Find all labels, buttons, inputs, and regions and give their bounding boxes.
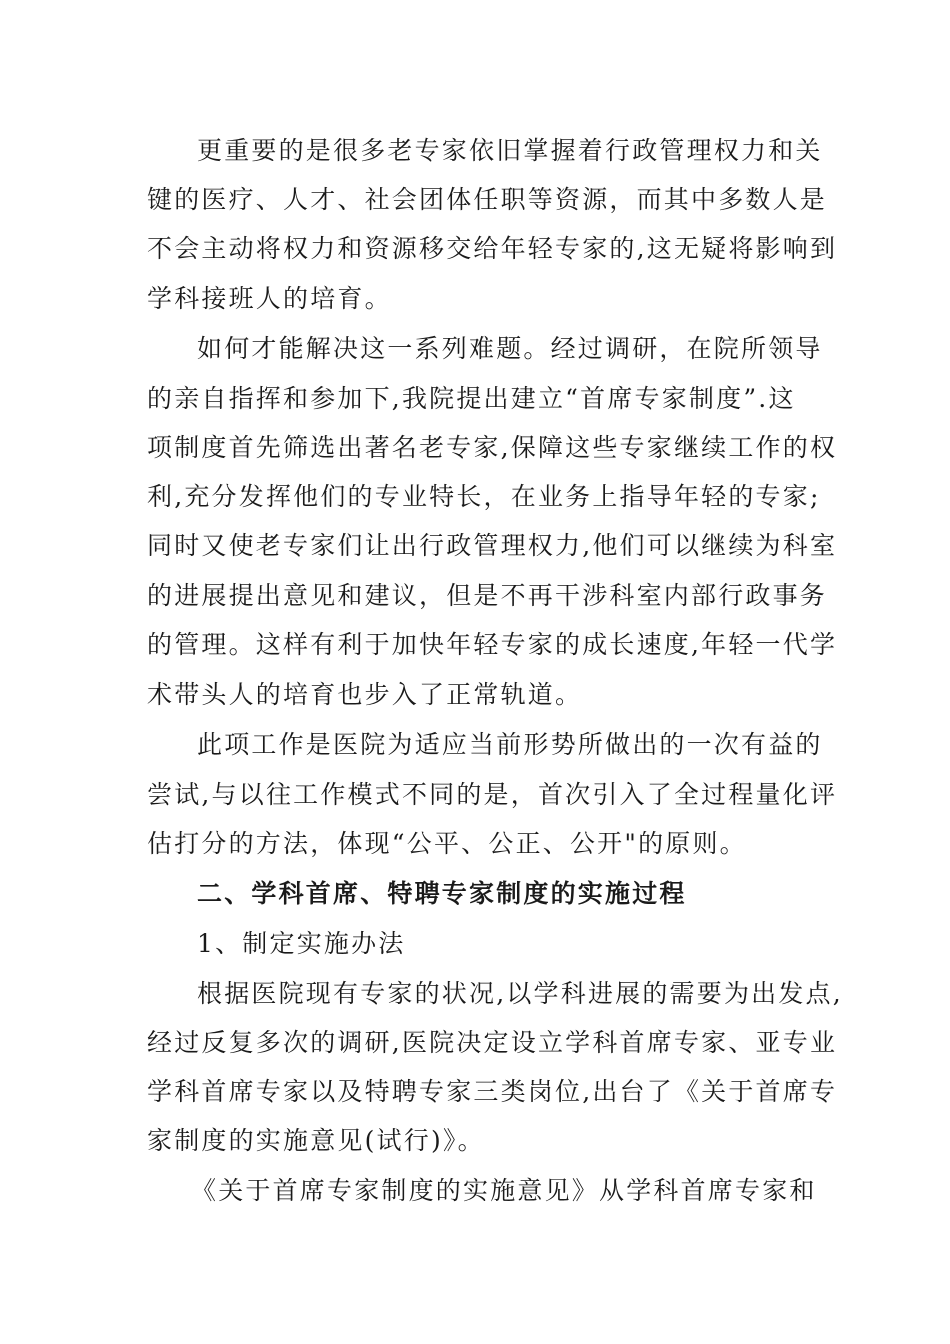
paragraph-line: 的进展提出意见和建议，但是不再干涉科室内部行政事务 <box>147 581 828 610</box>
paragraph-line: 项制度首先筛选出著名老专家,保障这些专家继续工作的权 <box>147 433 838 462</box>
paragraph-line: 经过反复多次的调研,医院决定设立学科首席专家、亚专业 <box>147 1028 838 1057</box>
paragraph-line: 更重要的是很多老专家依旧掌握着行政管理权力和关 <box>197 136 823 165</box>
paragraph-line: 术带头人的培育也步入了正常轨道。 <box>147 680 583 709</box>
paragraph-line: 估打分的方法，体现“公平、公正、公开"的原则。 <box>147 829 747 858</box>
paragraph-line: 学科接班人的培育。 <box>147 284 392 313</box>
paragraph-line: 同时又使老专家们让出行政管理权力,他们可以继续为科室 <box>147 531 838 560</box>
paragraph-line: 此项工作是医院为适应当前形势所做出的一次有益的 <box>197 730 823 759</box>
paragraph-line: 家制度的实施意见(试行)》。 <box>147 1126 485 1155</box>
paragraph-line: 不会主动将权力和资源移交给年轻专家的,这无疑将影响到 <box>147 234 838 263</box>
section-heading: 二、学科首席、特聘专家制度的实施过程 <box>197 879 687 908</box>
paragraph-line: 学科首席专家以及特聘专家三类岗位,出台了《关于首席专 <box>147 1077 838 1106</box>
subsection-heading: 1、制定实施办法 <box>197 929 406 958</box>
paragraph-line: 如何才能解决这一系列难题。经过调研，在院所领导 <box>197 334 823 363</box>
paragraph-line: 键的医疗、人才、社会团体任职等资源，而其中多数人是 <box>147 185 828 214</box>
paragraph-line: 尝试,与以往工作模式不同的是，首次引入了全过程量化评 <box>147 780 838 809</box>
paragraph-line: 《关于首席专家制度的实施意见》从学科首席专家和 <box>191 1176 817 1205</box>
paragraph-line: 根据医院现有专家的状况,以学科进展的需要为出发点, <box>197 979 843 1008</box>
paragraph-line: 利,充分发挥他们的专业特长，在业务上指导年轻的专家; <box>147 482 821 511</box>
paragraph-line: 的管理。这样有利于加快年轻专家的成长速度,年轻一代学 <box>147 630 838 659</box>
paragraph-line: 的亲自指挥和参加下,我院提出建立“首席专家制度”.这 <box>147 384 796 413</box>
